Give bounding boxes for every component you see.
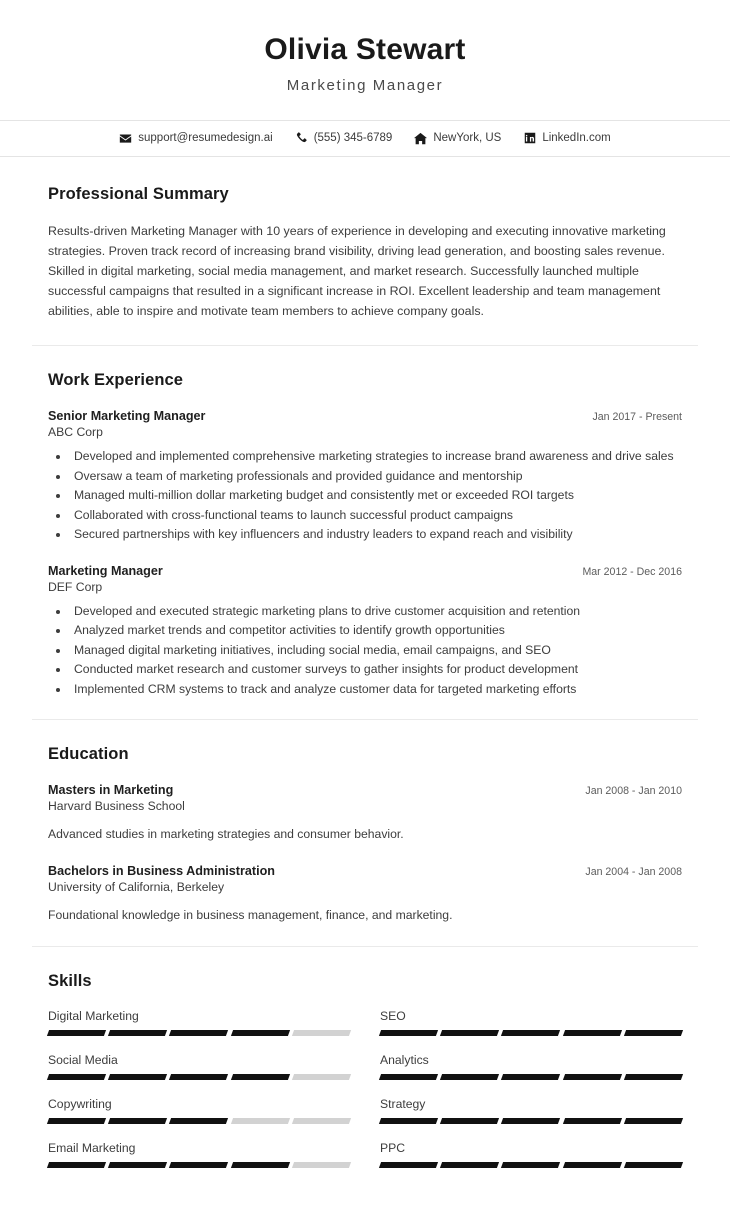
experience-role: Marketing Manager [48, 563, 163, 578]
skill-level-segment [624, 1118, 683, 1124]
experience-bullet: • Collaborated with cross-functional teams to launch successful product campaigns [70, 506, 682, 525]
skill-item [380, 1097, 682, 1141]
skill-name: PPC [380, 1141, 406, 1156]
skill-name: Copywriting [48, 1097, 112, 1112]
experience-section-title: Work Experience [48, 370, 184, 389]
skill-level-segment [440, 1074, 499, 1080]
skill-level-segment [47, 1118, 106, 1124]
education-description: Foundational knowledge in business management, finance, and marketing. [48, 907, 453, 922]
skill-level-segment [231, 1162, 290, 1168]
education-entry [48, 864, 682, 924]
contact-bar [0, 121, 730, 156]
contact-item-phone[interactable] [295, 132, 393, 145]
skill-level-bar [48, 1162, 350, 1168]
skill-level-segment [169, 1162, 228, 1168]
education-school: University of California, Berkeley [48, 879, 225, 894]
skill-level-bar [48, 1030, 350, 1036]
contact-item-home[interactable] [414, 132, 501, 145]
skill-level-segment [440, 1030, 499, 1036]
education-date-range: Jan 2008 - Jan 2010 [585, 785, 682, 798]
skill-level-segment [379, 1030, 438, 1036]
skill-level-segment [501, 1162, 560, 1168]
skill-level-bar [48, 1074, 350, 1080]
experience-bullet-list [70, 447, 682, 544]
linkedin-icon [523, 132, 536, 145]
phone-icon [295, 132, 308, 145]
experience-bullet: • Oversaw a team of marketing professionals and provided guidance and mentorship [70, 467, 682, 486]
experience-date-range: Jan 2017 - Present [592, 410, 682, 423]
skill-item [380, 1009, 682, 1053]
skill-level-segment [379, 1118, 438, 1124]
skill-level-segment [563, 1118, 622, 1124]
education-date-range: Jan 2004 - Jan 2008 [585, 865, 682, 878]
skill-level-segment [624, 1162, 683, 1168]
skill-name: Social Media [48, 1053, 118, 1068]
skill-level-segment [379, 1162, 438, 1168]
skill-level-segment [108, 1030, 167, 1036]
education-description: Advanced studies in marketing strategies and consumer behavior. [48, 827, 404, 842]
education-section [0, 720, 730, 946]
skill-level-bar [380, 1162, 682, 1168]
skill-level-bar [380, 1118, 682, 1124]
skill-level-segment [169, 1074, 228, 1080]
skill-name: Strategy [380, 1097, 426, 1112]
skill-level-segment [231, 1074, 290, 1080]
education-list [48, 783, 682, 924]
education-section-title: Education [48, 745, 129, 764]
skill-level-segment [292, 1030, 351, 1036]
skill-level-segment [47, 1030, 106, 1036]
skill-level-segment [501, 1030, 560, 1036]
skill-level-segment [440, 1162, 499, 1168]
home-icon [414, 132, 427, 145]
skill-item [380, 1141, 682, 1185]
skill-item [48, 1141, 350, 1185]
skill-name: SEO [380, 1009, 406, 1024]
envelope-icon [119, 132, 132, 145]
skills-section-title: Skills [48, 972, 92, 991]
skill-level-segment [108, 1118, 167, 1124]
contact-item-envelope[interactable] [119, 132, 272, 145]
skills-section [0, 947, 730, 1205]
skill-level-segment [624, 1074, 683, 1080]
skill-item [48, 1009, 350, 1053]
skill-name: Analytics [380, 1053, 429, 1068]
education-school: Harvard Business School [48, 799, 185, 814]
experience-bullet: • Implemented CRM systems to track and analyze customer data for targeted marketing efforts [70, 680, 682, 699]
experience-list [48, 409, 682, 698]
contact-item-linkedin[interactable] [523, 132, 610, 145]
experience-bullet: • Secured partnerships with key influencers and industry leaders to expand reach and visibility [70, 525, 682, 544]
skill-level-segment [292, 1074, 351, 1080]
skill-name: Digital Marketing [48, 1009, 139, 1024]
experience-bullet: • Analyzed market trends and competitor activities to identify growth opportunities [70, 621, 682, 640]
experience-entry [48, 409, 682, 544]
resume-header [0, 0, 730, 120]
contact-label: (555) 345-6789 [313, 132, 393, 144]
skill-item [48, 1097, 350, 1141]
education-entry-header [48, 783, 682, 797]
contact-label: NewYork, US [433, 132, 502, 144]
skill-level-segment [108, 1074, 167, 1080]
skill-level-segment [292, 1162, 351, 1168]
skill-level-segment [292, 1118, 351, 1124]
education-entry [48, 783, 682, 843]
skill-item [48, 1053, 350, 1097]
skill-level-segment [440, 1118, 499, 1124]
education-entry-header [48, 864, 682, 878]
skill-level-segment [563, 1074, 622, 1080]
experience-date-range: Mar 2012 - Dec 2016 [582, 565, 682, 578]
experience-bullet-list [70, 602, 682, 699]
skill-level-segment [624, 1030, 683, 1036]
skill-level-segment [169, 1030, 228, 1036]
experience-bullet: • Managed multi-million dollar marketing budget and consistently met or exceeded ROI targets [70, 486, 682, 505]
experience-entry-header [48, 564, 682, 578]
skill-level-segment [231, 1118, 290, 1124]
contact-label: support@resumedesign.ai [138, 132, 273, 144]
skill-level-bar [380, 1030, 682, 1036]
experience-organization: ABC Corp [48, 424, 103, 439]
summary-text: Results-driven Marketing Manager with 10 years of experience in developing and executing innovative marketing strategies. Proven track record of increasing brand visibility, driving lead generation, and boosting sales revenue. Skilled in digital marketing, social media management, and market research. Successfully launched multiple successful campaigns that resulted in a significant increase in ROI. Excellent leadership and team management abilities, able to inspire and motivate team members to achieve company goals. [48, 223, 666, 318]
skill-item [380, 1053, 682, 1097]
education-degree: Bachelors in Business Administration [48, 863, 275, 878]
skill-level-segment [47, 1162, 106, 1168]
work-experience-section [0, 346, 730, 719]
skill-level-segment [501, 1118, 560, 1124]
experience-organization: DEF Corp [48, 579, 103, 594]
experience-role: Senior Marketing Manager [48, 408, 206, 423]
experience-bullet: • Managed digital marketing initiatives, including social media, email campaigns, and SEO [70, 641, 682, 660]
experience-bullet: • Developed and implemented comprehensive marketing strategies to increase brand awareness and drive sales [70, 447, 682, 466]
experience-entry [48, 564, 682, 699]
skill-level-segment [501, 1074, 560, 1080]
candidate-name: Olivia Stewart [264, 33, 466, 66]
skill-name: Email Marketing [48, 1141, 136, 1156]
skill-level-segment [108, 1162, 167, 1168]
education-degree: Masters in Marketing [48, 783, 174, 798]
experience-entry-header [48, 409, 682, 423]
candidate-job-title: Marketing Manager [286, 76, 444, 94]
skill-level-bar [48, 1118, 350, 1124]
skill-level-segment [47, 1074, 106, 1080]
professional-summary-section [0, 157, 730, 345]
skill-level-segment [379, 1074, 438, 1080]
skill-level-segment [231, 1030, 290, 1036]
skill-level-segment [169, 1118, 228, 1124]
contact-label: LinkedIn.com [542, 132, 611, 144]
skill-level-bar [380, 1074, 682, 1080]
summary-section-title: Professional Summary [48, 184, 229, 203]
experience-bullet: • Conducted market research and customer surveys to gather insights for product development [70, 660, 682, 679]
skills-grid [48, 1009, 682, 1185]
skill-level-segment [563, 1162, 622, 1168]
experience-bullet: • Developed and executed strategic marketing plans to drive customer acquisition and retention [70, 602, 682, 621]
skill-level-segment [563, 1030, 622, 1036]
